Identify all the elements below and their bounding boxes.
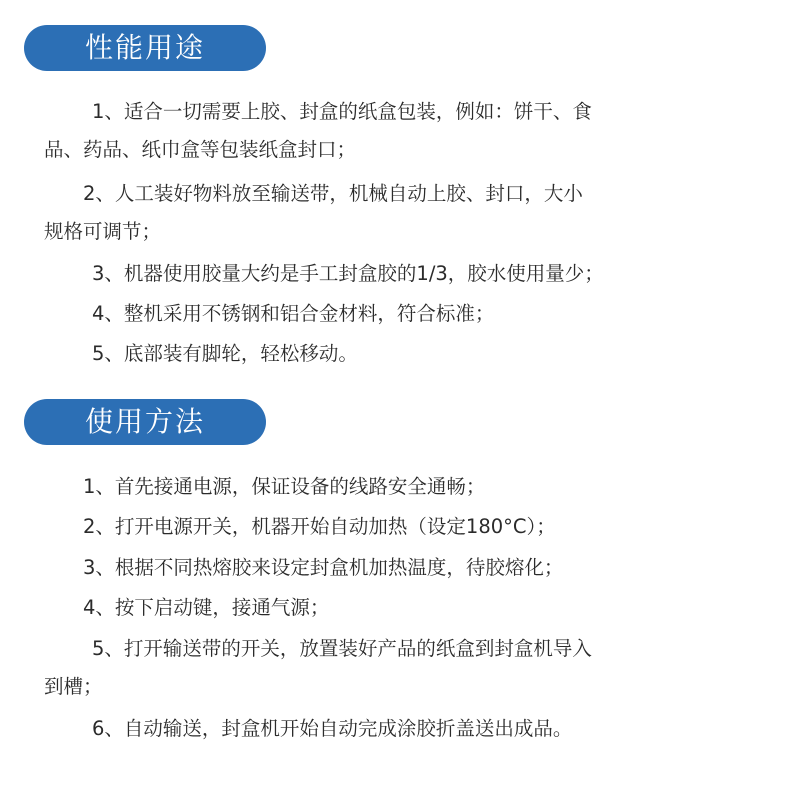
list-item-line: 4、按下启动键，接通气源； <box>83 596 330 619</box>
list-item-line: 1、适合一切需要上胶、封盒的纸盒包装，例如：饼干、食 <box>92 100 592 123</box>
list-item <box>0 335 790 373</box>
list-item-line: 5、打开输送带的开关，放置装好产品的纸盒到封盒机导入 <box>92 637 592 660</box>
list-item-line: 3、机器使用胶量大约是手工封盒胶的1/3，胶水使用量少； <box>92 262 604 285</box>
list-item <box>0 295 790 333</box>
list-item <box>0 710 790 748</box>
list-item <box>0 175 790 251</box>
list-item <box>0 589 790 627</box>
list-item-line: 4、整机采用不锈钢和铝合金材料，符合标准； <box>92 302 495 325</box>
section-title: 性能用途 <box>84 31 205 64</box>
list-item <box>0 93 790 169</box>
section-header-performance <box>24 25 266 71</box>
list-item <box>0 255 790 293</box>
list-item <box>0 468 790 506</box>
list-item-line: 品、药品、纸巾盒等包装纸盒封口； <box>44 138 357 161</box>
list-item-line: 5、底部装有脚轮，轻松移动。 <box>92 342 358 365</box>
list-item-line: 6、自动输送，封盒机开始自动完成涂胶折盖送出成品。 <box>92 717 573 740</box>
list-item <box>0 508 790 546</box>
list-item-line: 2、打开电源开关，机器开始自动加热（设定180°C）； <box>83 515 556 538</box>
list-item-line: 到槽； <box>44 675 103 698</box>
section-title: 使用方法 <box>84 405 205 438</box>
list-item-line: 3、根据不同热熔胶来设定封盒机加热温度，待胶熔化； <box>83 556 564 579</box>
list-item <box>0 630 790 706</box>
list-item-line: 1、首先接通电源，保证设备的线路安全通畅； <box>83 475 486 498</box>
list-item-line: 规格可调节； <box>44 220 162 243</box>
list-item <box>0 549 790 587</box>
section-header-usage <box>24 399 266 445</box>
list-item-line: 2、人工装好物料放至输送带，机械自动上胶、封口，大小 <box>83 182 583 205</box>
